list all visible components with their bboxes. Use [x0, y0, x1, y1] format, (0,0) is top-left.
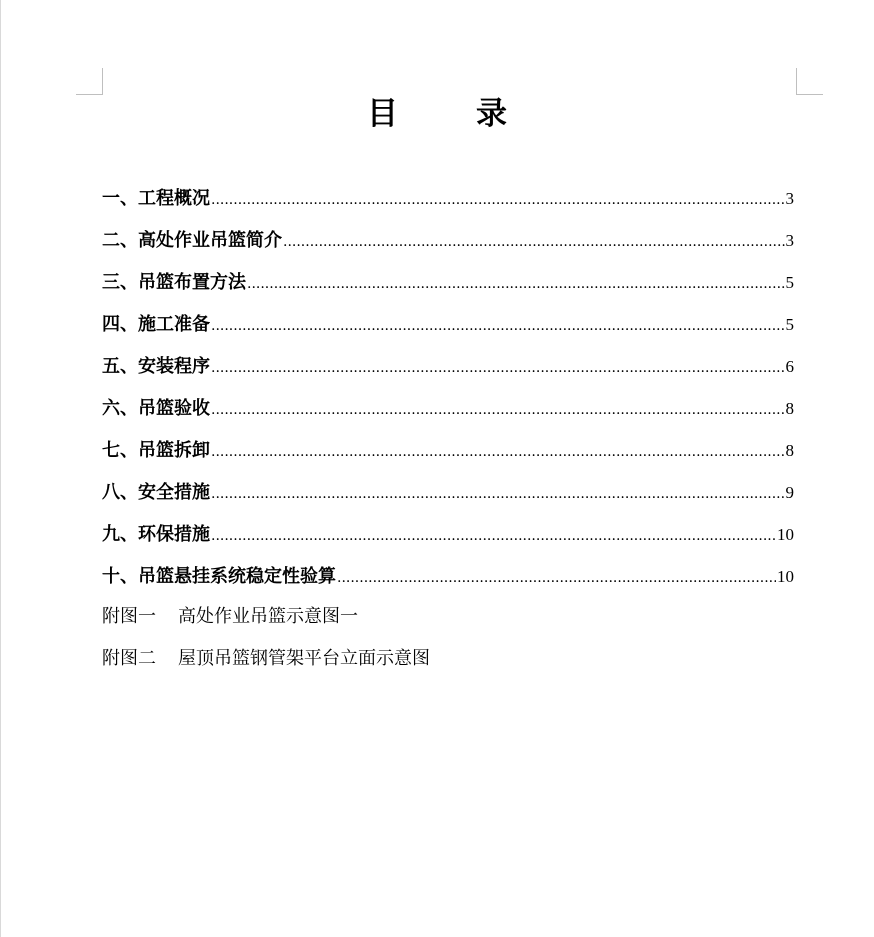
toc-page-number: 5: [785, 273, 794, 292]
toc-entry[interactable]: [102, 514, 794, 556]
toc-page-number: 9: [785, 483, 794, 502]
toc-leader-dots: [211, 347, 785, 389]
toc-entry-label: 五、安装程序: [102, 356, 210, 377]
toc-leader-dots: [211, 431, 785, 473]
page-edge: [0, 0, 1, 937]
toc-page-number: 3: [785, 231, 794, 250]
toc-leader-dots: [211, 473, 785, 515]
margin-corner-top-left: [76, 68, 103, 95]
title-char-1: 目: [367, 96, 398, 132]
toc-page-number: 8: [785, 399, 794, 418]
toc-entry-label: 六、吊篮验收: [102, 398, 210, 419]
toc-page-number: 10: [777, 525, 794, 544]
toc-leader-dots: [283, 221, 785, 263]
toc-entry[interactable]: [102, 304, 794, 346]
toc-leader-dots: [211, 389, 785, 431]
toc-leader-dots: [211, 515, 776, 557]
appendix-entry: [102, 596, 702, 638]
appendix-entry: [102, 638, 702, 680]
appendix-title: 屋顶吊篮钢管架平台立面示意图: [178, 648, 430, 669]
toc-entry[interactable]: [102, 556, 794, 598]
toc-entry-label: 八、安全措施: [102, 482, 210, 503]
title-char-2: 录: [476, 96, 507, 132]
toc-page-number: 10: [777, 567, 794, 586]
table-of-contents: [102, 178, 794, 598]
toc-entry[interactable]: [102, 262, 794, 304]
toc-entry-label: 四、施工准备: [102, 314, 210, 335]
toc-leader-dots: [337, 557, 776, 599]
toc-leader-dots: [211, 179, 785, 221]
toc-leader-dots: [247, 263, 785, 305]
toc-entry[interactable]: [102, 472, 794, 514]
toc-page-number: 8: [785, 441, 794, 460]
appendix-label: 附图二: [102, 648, 156, 669]
toc-entry[interactable]: [102, 178, 794, 220]
toc-leader-dots: [211, 305, 785, 347]
toc-entry-label: 三、吊篮布置方法: [102, 272, 246, 293]
toc-page-number: 3: [785, 189, 794, 208]
margin-corner-top-right: [796, 68, 823, 95]
appendix-title: 高处作业吊篮示意图一: [178, 606, 358, 627]
toc-entry[interactable]: [102, 388, 794, 430]
toc-entry[interactable]: [102, 430, 794, 472]
appendix-label: 附图一: [102, 606, 156, 627]
toc-entry-label: 七、吊篮拆卸: [102, 440, 210, 461]
toc-entry[interactable]: [102, 220, 794, 262]
page-title: [0, 92, 874, 136]
toc-page-number: 6: [785, 357, 794, 376]
toc-entry-label: 十、吊篮悬挂系统稳定性验算: [102, 566, 336, 587]
toc-page-number: 5: [785, 315, 794, 334]
toc-entry[interactable]: [102, 346, 794, 388]
toc-entry-label: 二、高处作业吊篮简介: [102, 230, 282, 251]
toc-entry-label: 一、工程概况: [102, 188, 210, 209]
toc-entry-label: 九、环保措施: [102, 524, 210, 545]
